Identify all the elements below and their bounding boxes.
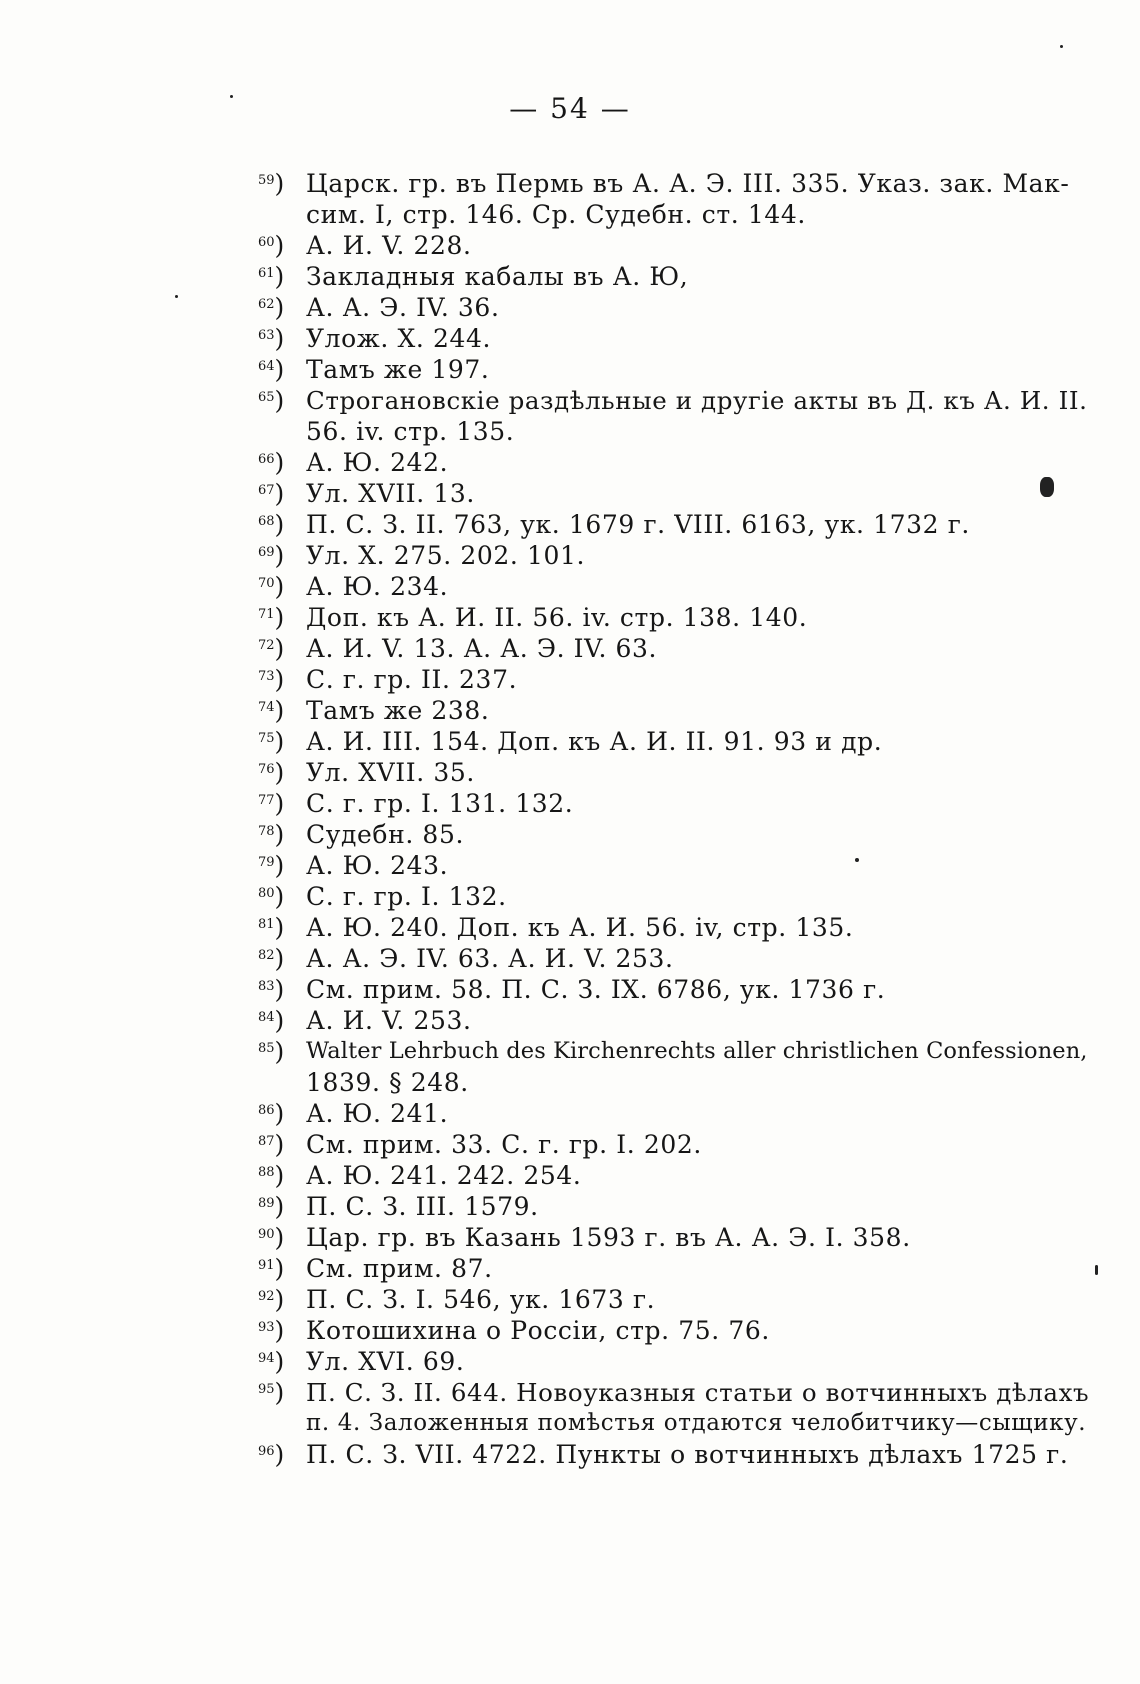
footnote (258, 168, 1100, 199)
footnote (258, 695, 1100, 726)
footnote-text: Царск. гр. въ Пермь въ А. А. Э. III. 335. Указ. зак. Мак- (306, 169, 1070, 198)
footnote-number-digits: 87 (258, 1134, 275, 1149)
footnote-number-digits: 69 (258, 545, 275, 560)
footnote-number (258, 943, 302, 974)
footnote (258, 602, 1100, 633)
footnote-text: Walter Lehrbuch des Kirchenrechts aller christlichen Confessionen, (306, 1038, 1088, 1064)
footnote-number-paren: ) (274, 1285, 285, 1314)
footnote-number (258, 354, 302, 385)
footnote-number (258, 447, 302, 478)
footnote (258, 292, 1100, 323)
footnote-text: Ул. XVI. 69. (306, 1347, 465, 1376)
footnote (258, 881, 1100, 912)
footnote-text: А. Ю. 240. Доп. къ А. И. 56. iv, стр. 135. (306, 913, 854, 942)
footnote-number (258, 1284, 302, 1315)
footnote-number (258, 819, 302, 850)
footnote-text: А. Ю. 242. (306, 448, 449, 477)
footnote-number (258, 850, 302, 881)
footnote-number (258, 168, 302, 199)
footnote-number-digits: 81 (258, 917, 275, 932)
footnote-text: С. г. гр. I. 131. 132. (306, 789, 574, 818)
footnote (258, 447, 1100, 478)
footnote-number-paren: ) (274, 1254, 285, 1283)
footnote-number-paren: ) (274, 789, 285, 818)
footnote-number (258, 509, 302, 540)
footnote-number-digits: 85 (258, 1041, 275, 1056)
footnote-text: Строгановскіе раздѣльные и другіе акты въ Д. къ А. И. II. (306, 386, 1088, 415)
footnote-number-paren: ) (274, 1316, 285, 1345)
footnote-number-paren: ) (274, 262, 285, 291)
footnote-number-digits: 83 (258, 979, 275, 994)
footnote-number (258, 664, 302, 695)
footnote-continuation (258, 1067, 1100, 1098)
footnote-number-paren: ) (274, 1223, 285, 1252)
footnote-number (258, 726, 302, 757)
footnote-number-paren: ) (274, 1440, 285, 1469)
footnote (258, 1284, 1100, 1315)
footnote-continuation (258, 1408, 1100, 1439)
footnote-number-digits: 93 (258, 1320, 275, 1335)
footnote-text: А. И. III. 154. Доп. къ А. И. II. 91. 93 и др. (306, 727, 883, 756)
footnote-number-digits: 73 (258, 669, 275, 684)
footnote-number-digits: 61 (258, 266, 275, 281)
footnote-number-digits: 63 (258, 328, 275, 343)
footnote (258, 1222, 1100, 1253)
footnote-text: П. С. З. VII. 4722. Пункты о вотчинныхъ дѣлахъ 1725 г. (306, 1440, 1069, 1469)
footnote-number-digits: 77 (258, 793, 275, 808)
footnote-text: С. г. гр. I. 132. (306, 882, 507, 911)
footnote-number-digits: 67 (258, 483, 275, 498)
footnote (258, 1191, 1100, 1222)
footnote-number (258, 602, 302, 633)
footnote-number (258, 1315, 302, 1346)
footnote-number-digits: 60 (258, 235, 275, 250)
footnote-text: Улож. X. 244. (306, 324, 492, 353)
footnote-number-digits: 74 (258, 700, 275, 715)
footnote-number-paren: ) (274, 1130, 285, 1159)
footnote-number-digits: 95 (258, 1382, 275, 1397)
footnote-text: Закладныя кабалы въ А. Ю, (306, 262, 689, 291)
footnote-number-digits: 64 (258, 359, 275, 374)
footnote (258, 509, 1100, 540)
footnote-number (258, 385, 302, 416)
footnote-text: А. И. V. 13. А. А. Э. IV. 63. (306, 634, 658, 663)
footnote-number-paren: ) (274, 386, 285, 415)
footnote (258, 788, 1100, 819)
footnote-number-paren: ) (274, 541, 285, 570)
footnote-number (258, 230, 302, 261)
footnote (258, 1036, 1100, 1067)
footnote-number (258, 1439, 302, 1470)
footnote-number-digits: 86 (258, 1103, 275, 1118)
footnote-number-paren: ) (274, 572, 285, 601)
footnote-continuation (258, 416, 1100, 447)
footnote-number-paren: ) (274, 634, 285, 663)
footnote (258, 1439, 1100, 1470)
footnote-text: А. И. V. 253. (306, 1006, 472, 1035)
footnote-number-digits: 84 (258, 1010, 275, 1025)
ink-speck (1040, 477, 1054, 497)
footnote-number (258, 1222, 302, 1253)
footnote-number (258, 1160, 302, 1191)
footnote (258, 478, 1100, 509)
footnote (258, 323, 1100, 354)
footnote-text: А. Ю. 234. (306, 572, 449, 601)
footnote (258, 385, 1100, 416)
footnote (258, 1346, 1100, 1377)
footnote-text: Тамъ же 197. (306, 355, 490, 384)
footnote (258, 664, 1100, 695)
footnote (258, 540, 1100, 571)
footnote-number-paren: ) (274, 479, 285, 508)
ink-speck (1060, 45, 1063, 48)
ink-speck (1095, 1265, 1098, 1275)
footnote-number-digits: 76 (258, 762, 275, 777)
footnote-continuation (258, 199, 1100, 230)
footnote-number-digits: 94 (258, 1351, 275, 1366)
footnote-number-paren: ) (274, 324, 285, 353)
footnote-number-paren: ) (274, 448, 285, 477)
footnote-number-digits: 80 (258, 886, 275, 901)
footnote-number (258, 1036, 302, 1069)
footnote-number (258, 695, 302, 726)
footnote-text: Ул. XVII. 13. (306, 479, 475, 508)
ink-speck (175, 295, 178, 298)
footnote-number-paren: ) (274, 1161, 285, 1190)
page-number: — 54 — (509, 92, 631, 125)
footnote-text: А. А. Э. IV. 63. А. И. V. 253. (306, 944, 674, 973)
footnote-text: 1839. § 248. (306, 1068, 469, 1097)
footnote-number (258, 1253, 302, 1284)
footnote (258, 633, 1100, 664)
footnote-number-paren: ) (274, 975, 285, 1004)
footnote-text: Тамъ же 238. (306, 696, 490, 725)
footnote-number (258, 881, 302, 912)
footnote-number-paren: ) (274, 882, 285, 911)
footnote (258, 1129, 1100, 1160)
footnote-number (258, 633, 302, 664)
footnote (258, 726, 1100, 757)
footnote-text: 56. iv. стр. 135. (306, 417, 515, 446)
footnote-number (258, 1129, 302, 1160)
footnote-number (258, 757, 302, 788)
footnote (258, 230, 1100, 261)
footnote-number-digits: 96 (258, 1444, 275, 1459)
footnote-text: А. И. V. 228. (306, 231, 472, 260)
footnote-text: А. Ю. 241. 242. 254. (306, 1161, 582, 1190)
footnote-number-digits: 71 (258, 607, 275, 622)
footnote-text: С. г. гр. II. 237. (306, 665, 518, 694)
footnote-number-digits: 92 (258, 1289, 275, 1304)
footnote-number-paren: ) (274, 1006, 285, 1035)
footnote (258, 261, 1100, 292)
footnote-number-paren: ) (274, 355, 285, 384)
footnote-text: Ул. X. 275. 202. 101. (306, 541, 586, 570)
footnote (258, 912, 1100, 943)
footnote-number-digits: 68 (258, 514, 275, 529)
footnote-number-paren: ) (274, 231, 285, 260)
footnote-text: А. Ю. 243. (306, 851, 449, 880)
footnote-number (258, 1098, 302, 1129)
footnote (258, 1315, 1100, 1346)
footnote-list (258, 168, 1100, 1470)
footnote (258, 1005, 1100, 1036)
footnote-number (258, 974, 302, 1005)
ink-speck (230, 95, 233, 98)
footnote-number-digits: 90 (258, 1227, 275, 1242)
footnote-number-digits: 89 (258, 1196, 275, 1211)
footnote-number-digits: 78 (258, 824, 275, 839)
footnote (258, 1160, 1100, 1191)
footnote-number-paren: ) (274, 1192, 285, 1221)
footnote-number-paren: ) (274, 665, 285, 694)
footnote (258, 819, 1100, 850)
footnote (258, 1377, 1100, 1408)
footnote-text: п. 4. Заложенныя помѣстья отдаются челобитчику—сыщику. (306, 1410, 1087, 1436)
footnote-text: П. С. З. I. 546, ук. 1673 г. (306, 1285, 656, 1314)
footnote-number-digits: 75 (258, 731, 275, 746)
footnote-number-paren: ) (274, 758, 285, 787)
footnote-number-digits: 72 (258, 638, 275, 653)
footnote-number (258, 323, 302, 354)
footnote-number (258, 571, 302, 602)
footnote-number-paren: ) (274, 510, 285, 539)
footnote-number-paren: ) (274, 727, 285, 756)
footnote-number (258, 788, 302, 819)
footnote-number-digits: 70 (258, 576, 275, 591)
footnote-number-paren: ) (274, 696, 285, 725)
footnote-text: См. прим. 87. (306, 1254, 493, 1283)
footnote-number (258, 1191, 302, 1222)
footnote-number (258, 1346, 302, 1377)
footnote-number-digits: 79 (258, 855, 275, 870)
footnote-text: сим. I, стр. 146. Ср. Судебн. ст. 144. (306, 200, 806, 229)
footnote-number (258, 912, 302, 943)
footnote (258, 354, 1100, 385)
footnote-number-digits: 66 (258, 452, 275, 467)
footnote-text: П. С. З. II. 763, ук. 1679 г. VIII. 6163, ук. 1732 г. (306, 510, 970, 539)
footnote-number-digits: 91 (258, 1258, 275, 1273)
footnote-number-paren: ) (274, 1378, 285, 1407)
footnote-number-digits: 65 (258, 390, 275, 405)
footnote-text: А. А. Э. IV. 36. (306, 293, 500, 322)
footnote-number (258, 261, 302, 292)
footnote (258, 571, 1100, 602)
footnote-text: Ул. XVII. 35. (306, 758, 475, 787)
footnote-number-paren: ) (274, 851, 285, 880)
footnote-number (258, 540, 302, 571)
footnote-text: Цар. гр. въ Казань 1593 г. въ А. А. Э. I. 358. (306, 1223, 911, 1252)
footnote-number-digits: 59 (258, 173, 275, 188)
footnote-number-digits: 62 (258, 297, 275, 312)
footnote-text: П. С. З. III. 1579. (306, 1192, 539, 1221)
footnote-text: Котошихина о Россіи, стр. 75. 76. (306, 1316, 770, 1345)
footnote-number-digits: 88 (258, 1165, 275, 1180)
footnote-text: См. прим. 33. С. г. гр. I. 202. (306, 1130, 702, 1159)
footnote-number-paren: ) (274, 944, 285, 973)
footnote-number-paren: ) (274, 820, 285, 849)
footnote-text: Доп. къ А. И. II. 56. iv. стр. 138. 140. (306, 603, 808, 632)
footnote-text: А. Ю. 241. (306, 1099, 449, 1128)
footnote-number-paren: ) (274, 1099, 285, 1128)
footnote-number-paren: ) (274, 1037, 285, 1066)
ink-speck (855, 858, 859, 862)
footnote (258, 850, 1100, 881)
footnote-number (258, 1005, 302, 1036)
footnote (258, 757, 1100, 788)
footnote-number-digits: 82 (258, 948, 275, 963)
footnote-text: Судебн. 85. (306, 820, 464, 849)
footnote-number (258, 292, 302, 323)
footnote-number-paren: ) (274, 603, 285, 632)
footnote-text: См. прим. 58. П. С. З. IX. 6786, ук. 1736 г. (306, 975, 886, 1004)
footnote-number-paren: ) (274, 913, 285, 942)
footnote-text: П. С. З. II. 644. Новоуказныя статьи о вотчинныхъ дѣлахъ (306, 1378, 1090, 1407)
footnote (258, 943, 1100, 974)
footnote-number-paren: ) (274, 293, 285, 322)
footnote-number (258, 1377, 302, 1408)
footnote (258, 1253, 1100, 1284)
footnote (258, 1098, 1100, 1129)
footnote-number (258, 478, 302, 509)
footnote (258, 974, 1100, 1005)
footnote-number-paren: ) (274, 1347, 285, 1376)
footnote-number-paren: ) (274, 169, 285, 198)
